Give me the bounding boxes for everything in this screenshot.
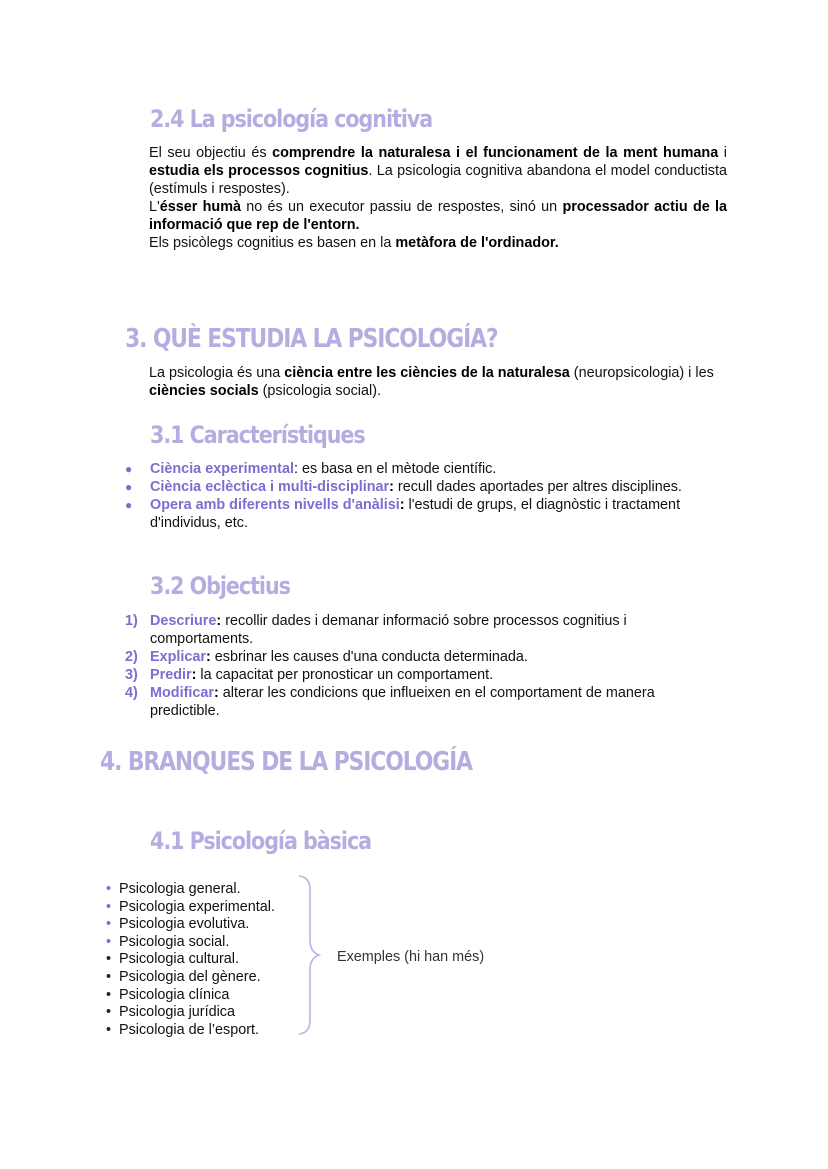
bold-text: ciència entre les ciències de la naturalesa bbox=[284, 365, 570, 381]
branch-label: Psicologia social. bbox=[119, 933, 230, 950]
text-run: (psicologia social). bbox=[258, 383, 381, 399]
branch-item bbox=[106, 881, 306, 899]
section-3-body bbox=[149, 364, 729, 400]
text-run: l'estudi de grups, el diagnòstic i tractament d'individus, etc. bbox=[150, 497, 681, 531]
text-run: Els psicòlegs cognitius es basen en la bbox=[149, 235, 396, 251]
bold-text: : bbox=[216, 613, 222, 629]
accent-term: Descriure bbox=[150, 613, 217, 629]
text-run: recull dades aportades per altres disciplines. bbox=[393, 479, 682, 495]
objective-item bbox=[125, 612, 705, 648]
curly-brace bbox=[296, 874, 326, 1036]
text-run: esbrinar les causes d'una conducta determinada. bbox=[210, 649, 528, 665]
bold-text: ciències socials bbox=[149, 383, 259, 399]
branch-item bbox=[106, 951, 306, 969]
bold-text: processador actiu de la informació que rep de l'entorn. bbox=[149, 199, 727, 233]
heading-3-1: 3.1 Característiques bbox=[150, 421, 365, 449]
bullet-icon: ● bbox=[125, 498, 133, 512]
accent-term: Modificar bbox=[150, 685, 214, 701]
branch-label: Psicologia clínica bbox=[119, 986, 230, 1003]
accent-term: Ciència eclèctica i multi-disciplinar bbox=[150, 479, 390, 495]
bullet-icon: • bbox=[106, 951, 112, 968]
bullet-icon: ● bbox=[125, 480, 133, 494]
bullet-icon: • bbox=[106, 1021, 112, 1038]
item-number: 2) bbox=[125, 649, 138, 665]
bold-text: comprendre la naturalesa i el funcionament de la ment humana bbox=[272, 145, 719, 161]
branch-item bbox=[106, 1022, 306, 1040]
branch-label: Psicologia de l’esport. bbox=[119, 1021, 259, 1038]
objectives-list bbox=[125, 612, 705, 720]
characteristics-list bbox=[125, 460, 725, 532]
paragraph-human-processor bbox=[149, 198, 727, 234]
text-run: i bbox=[718, 145, 727, 161]
bold-text: : bbox=[389, 479, 394, 495]
heading-4: 4. BRANQUES DE LA PSICOLOGÍA bbox=[100, 747, 472, 777]
characteristic-item bbox=[125, 496, 725, 532]
text-run: recollir dades i demanar informació sobre processos cognitius i comportaments. bbox=[150, 613, 627, 647]
basic-psychology-list bbox=[106, 881, 306, 1039]
text-run: la capacitat per pronosticar un comportament. bbox=[196, 667, 494, 683]
bold-text: : bbox=[213, 685, 219, 701]
bold-text: : bbox=[399, 497, 405, 513]
branch-item bbox=[106, 916, 306, 934]
heading-3: 3. QUÈ ESTUDIA LA PSICOLOGÍA? bbox=[125, 324, 498, 354]
branch-item bbox=[106, 1004, 306, 1022]
branch-label: Psicologia jurídica bbox=[119, 1004, 235, 1021]
item-number: 4) bbox=[125, 685, 138, 701]
item-number: 1) bbox=[125, 613, 138, 629]
branch-label: Psicologia del gènere. bbox=[119, 968, 261, 985]
brace-path bbox=[299, 876, 319, 1034]
branch-label: Psicologia general. bbox=[119, 881, 241, 897]
objective-item bbox=[125, 648, 705, 666]
bullet-icon: • bbox=[106, 986, 112, 1003]
section-2-4-body bbox=[149, 144, 727, 252]
bullet-icon: • bbox=[106, 933, 112, 950]
bold-text: : bbox=[191, 667, 197, 683]
brace-label: Exemples (hi han més) bbox=[337, 949, 485, 965]
accent-term: Ciència experimental bbox=[150, 461, 294, 477]
accent-term: Opera amb diferents nivells d'anàlisi bbox=[150, 497, 400, 513]
text-run: . La psicologia cognitiva abandona el model conductista (estímuls i respostes). bbox=[149, 163, 728, 197]
branch-label: Psicologia experimental. bbox=[119, 898, 275, 915]
branch-item bbox=[106, 934, 306, 952]
text-run: L' bbox=[149, 199, 160, 215]
heading-3-2: 3.2 Objectius bbox=[150, 572, 290, 600]
heading-2-4: 2.4 La psicología cognitiva bbox=[150, 105, 433, 133]
branch-label: Psicologia cultural. bbox=[119, 951, 239, 968]
branch-item bbox=[106, 899, 306, 917]
characteristic-item bbox=[125, 478, 725, 496]
branch-item bbox=[106, 969, 306, 987]
text-run: : es basa en el mètode científic. bbox=[293, 461, 497, 477]
bullet-icon: • bbox=[106, 1004, 112, 1021]
characteristic-item bbox=[125, 460, 725, 478]
text-run: (neuropsicologia) i les bbox=[569, 365, 714, 381]
heading-4-1: 4.1 Psicología bàsica bbox=[150, 827, 372, 855]
text-run: alterar les condicions que influeixen en el comportament de manera predictible. bbox=[150, 685, 655, 719]
accent-term: Predir bbox=[150, 667, 192, 683]
branch-item bbox=[106, 987, 306, 1005]
bold-text: ésser humà bbox=[159, 199, 242, 215]
objective-item bbox=[125, 684, 705, 720]
bullet-icon: • bbox=[106, 898, 112, 915]
bold-text: : bbox=[206, 649, 211, 665]
bullet-icon: ● bbox=[125, 462, 133, 476]
paragraph-what-psychology-studies bbox=[149, 364, 729, 400]
item-number: 3) bbox=[125, 667, 138, 683]
bullet-icon: • bbox=[106, 968, 112, 985]
objective-item bbox=[125, 666, 705, 684]
bold-text: metàfora de l'ordinador. bbox=[395, 235, 559, 251]
text-run: no és un executor passiu de respostes, sinó un bbox=[241, 199, 563, 215]
branch-label: Psicologia evolutiva. bbox=[119, 916, 250, 933]
text-run: La psicologia és una bbox=[149, 365, 285, 381]
accent-term: Explicar bbox=[150, 649, 206, 665]
bullet-icon: • bbox=[106, 916, 112, 933]
paragraph-computer-metaphor bbox=[149, 234, 727, 252]
bullet-icon: • bbox=[106, 881, 112, 897]
bold-text: estudia els processos cognitius bbox=[149, 163, 369, 179]
paragraph-objective bbox=[149, 144, 727, 198]
text-run: El seu objectiu és bbox=[149, 145, 273, 161]
